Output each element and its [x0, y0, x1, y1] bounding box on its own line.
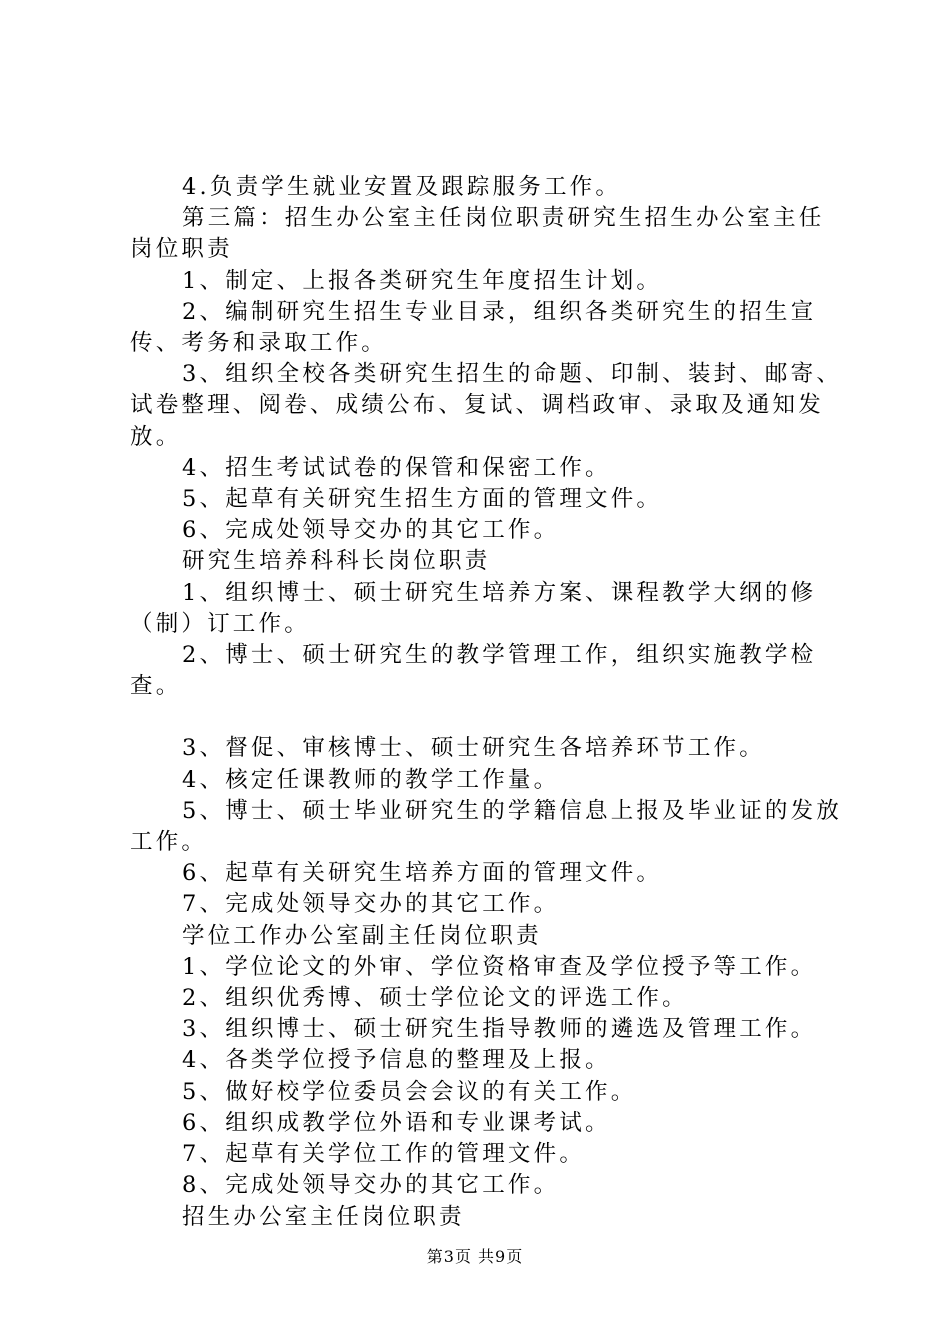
subheading-degree-office-deputy: 学位工作办公室副主任岗位职责	[182, 922, 542, 949]
list-item: 5、博士、硕士毕业研究生的学籍信息上报及毕业证的发放工作。	[130, 797, 843, 856]
list-item: 4、招生考试试卷的保管和保密工作。	[182, 454, 611, 481]
list-item: 5、起草有关研究生招生方面的管理文件。	[182, 486, 663, 513]
section-heading-part-3: 第三篇：招生办公室主任岗位职责研究生招生办公室主任岗位职责	[130, 205, 825, 263]
list-item: 6、起草有关研究生培养方面的管理文件。	[182, 860, 663, 887]
list-item: 2、编制研究生招生专业目录，组织各类研究生的招生宣传、考务和录取工作。	[130, 298, 817, 357]
list-item: 3、组织全校各类研究生招生的命题、印制、装封、邮寄、试卷整理、阅卷、成绩公布、复试、调档政审、录取及通知发放。	[130, 361, 843, 450]
list-item: 6、组织成教学位外语和专业课考试。	[182, 1109, 611, 1136]
list-item: 6、完成处领导交办的其它工作。	[182, 517, 560, 544]
list-item: 8、完成处领导交办的其它工作。	[182, 1172, 560, 1199]
subheading-training-section-chief: 研究生培养科科长岗位职责	[182, 548, 491, 575]
list-item: 1、组织博士、硕士研究生培养方案、课程教学大纲的修（制）订工作。	[130, 579, 817, 637]
list-item: 4、核定任课教师的教学工作量。	[182, 766, 560, 793]
list-item: 3、督促、审核博士、硕士研究生各培养环节工作。	[182, 735, 765, 762]
list-item: 7、起草有关学位工作的管理文件。	[182, 1141, 586, 1168]
subheading-admissions-office-director: 招生办公室主任岗位职责	[182, 1203, 465, 1230]
list-item: 4、各类学位授予信息的整理及上报。	[182, 1047, 611, 1074]
page-number-footer: 第3页 共9页	[426, 1247, 524, 1266]
list-item: 1、学位论文的外审、学位资格审查及学位授予等工作。	[182, 953, 817, 980]
list-item: 7、完成处领导交办的其它工作。	[182, 891, 560, 918]
paragraph-duty-4-employment: 4.负责学生就业安置及跟踪服务工作。	[182, 174, 622, 200]
list-item: 3、组织博士、硕士研究生指导教师的遴选及管理工作。	[182, 1016, 817, 1043]
list-item: 1、制定、上报各类研究生年度招生计划。	[182, 267, 663, 294]
document-body	[130, 172, 850, 1233]
list-item: 2、博士、硕士研究生的教学管理工作，组织实施教学检查。	[130, 642, 817, 700]
list-item: 5、做好校学位委员会会议的有关工作。	[182, 1078, 637, 1105]
list-item: 2、组织优秀博、硕士学位论文的评选工作。	[182, 985, 688, 1012]
